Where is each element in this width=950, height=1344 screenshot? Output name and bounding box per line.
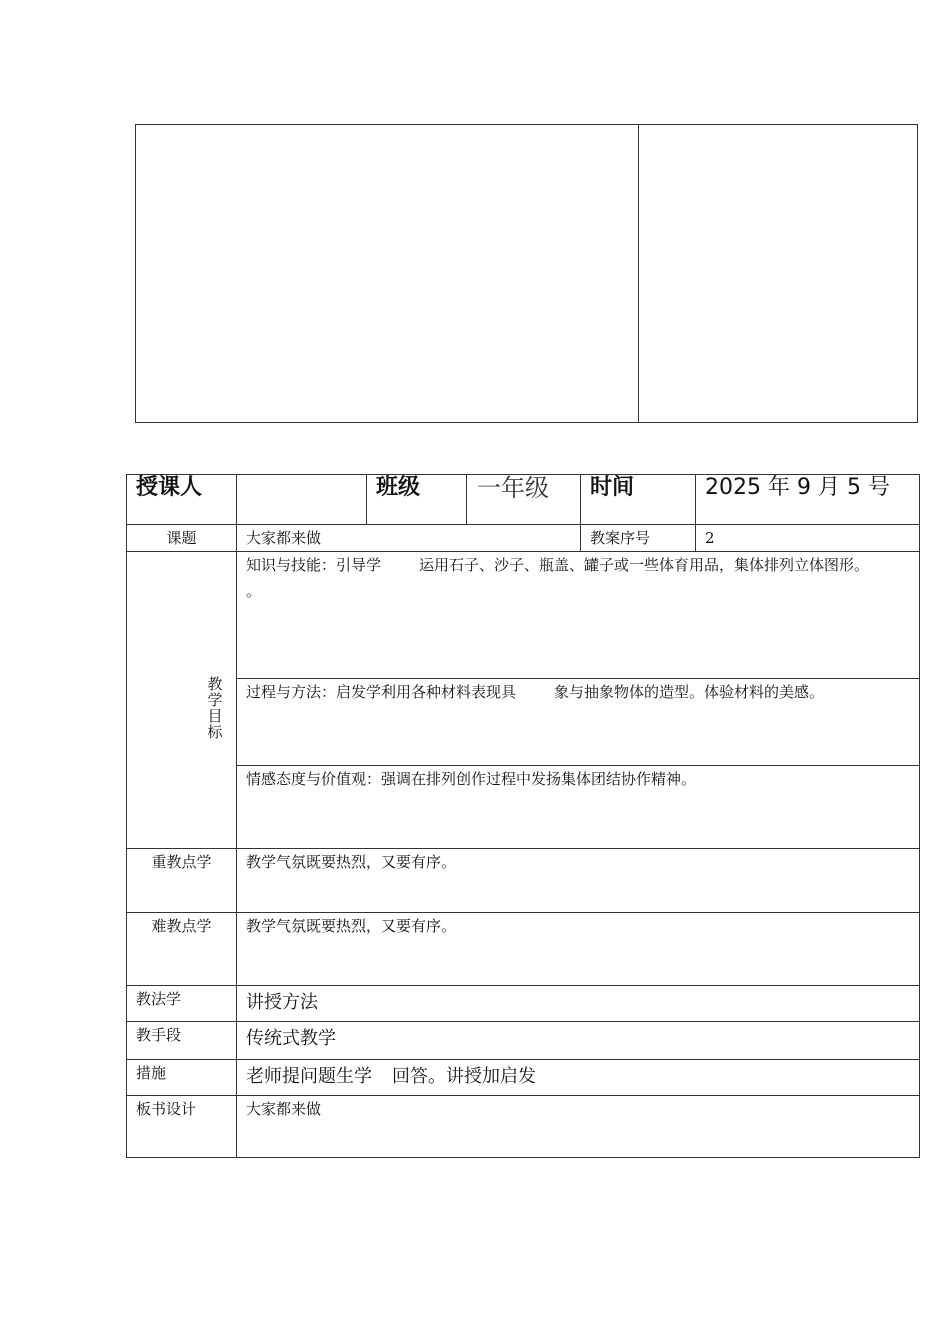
goal-emotion-row <box>127 766 920 849</box>
goal-knowledge-row <box>127 552 920 679</box>
knowledge-text-a: 知识与技能：引导学 <box>246 556 382 574</box>
knowledge-dot: 。 <box>246 582 262 600</box>
means-label: 教手段 <box>127 1022 237 1060</box>
key-point-label: 重教点学 <box>127 849 237 913</box>
difficulty-row <box>127 913 920 986</box>
process-text-a: 过程与方法：启发学利用各种材料表现具 <box>246 683 517 701</box>
process-text-b: 象与抽象物体的造型。体验材料的美感。 <box>554 683 825 701</box>
teacher-label: 授课人 <box>127 475 237 525</box>
means-row <box>127 1022 920 1060</box>
plan-no-label: 教案序号 <box>581 525 696 552</box>
goals-label: 教学目标 <box>207 675 223 741</box>
goal-process[interactable] <box>237 679 920 766</box>
goal-process-row <box>127 679 920 766</box>
top-frame-divider <box>638 125 639 422</box>
topic-label: 课题 <box>127 525 237 552</box>
class-label: 班级 <box>367 475 467 525</box>
difficulty-value[interactable]: 教学气氛既要热烈，又要有序。 <box>237 913 920 986</box>
method-label: 教法学 <box>127 986 237 1022</box>
top-blank-frame <box>135 124 918 423</box>
board-row <box>127 1096 920 1158</box>
means-value[interactable]: 传统式教学 <box>237 1022 920 1060</box>
time-label: 时间 <box>581 475 696 525</box>
topic-value[interactable]: 大家都来做 <box>237 525 581 552</box>
measures-label: 措施 <box>127 1060 237 1096</box>
board-value[interactable]: 大家都来做 <box>237 1096 920 1158</box>
method-row <box>127 986 920 1022</box>
method-value[interactable]: 讲授方法 <box>237 986 920 1022</box>
teacher-value[interactable] <box>237 475 367 525</box>
board-label: 板书设计 <box>127 1096 237 1158</box>
difficulty-label: 难教点学 <box>127 913 237 986</box>
time-value[interactable]: 2025 年 9 月 5 号 <box>696 475 920 525</box>
lesson-plan-table <box>126 474 920 1158</box>
goal-knowledge[interactable] <box>237 552 920 679</box>
goal-emotion[interactable]: 情感态度与价值观：强调在排列创作过程中发扬集体团结协作精神。 <box>237 766 920 849</box>
topic-row <box>127 525 920 552</box>
measures-text-b: 回答。讲授加启发 <box>392 1066 536 1087</box>
knowledge-text-b: 运用石子、沙子、瓶盖、罐子或一些体育用品，集体排列立体图形。 <box>419 556 870 574</box>
class-value[interactable]: 一年级 <box>467 475 581 525</box>
measures-value[interactable] <box>237 1060 920 1096</box>
key-point-row <box>127 849 920 913</box>
measures-row <box>127 1060 920 1096</box>
measures-text-a: 老师提问题生学 <box>246 1066 372 1087</box>
goals-label-cell <box>127 552 237 849</box>
plan-no-value[interactable]: 2 <box>696 525 920 552</box>
header-row <box>127 475 920 525</box>
key-point-value[interactable]: 教学气氛既要热烈，又要有序。 <box>237 849 920 913</box>
